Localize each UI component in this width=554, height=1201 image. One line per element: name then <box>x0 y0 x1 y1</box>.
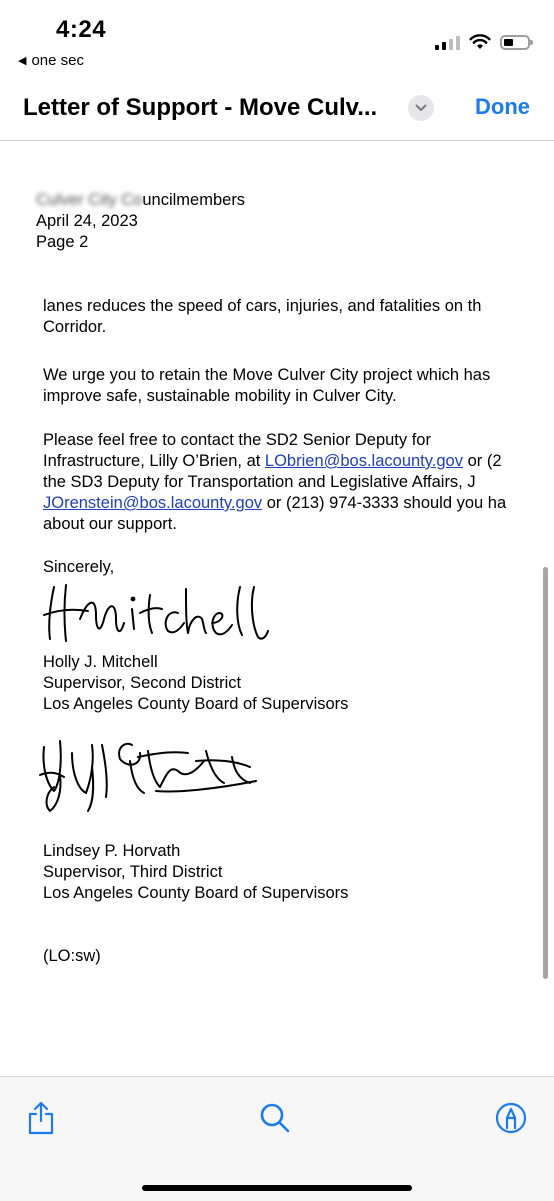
signature-mitchell <box>40 579 270 651</box>
battery-icon <box>500 35 530 50</box>
signer-2-name: Lindsey P. Horvath <box>43 842 181 860</box>
search-button[interactable] <box>258 1101 292 1135</box>
home-indicator[interactable] <box>142 1185 412 1191</box>
title-chevron-button[interactable] <box>408 95 434 121</box>
closing: Sincerely, <box>43 558 115 576</box>
status-time: 4:24 <box>56 16 107 43</box>
back-to-app-link[interactable] <box>18 52 84 69</box>
recipient-blurred: Culver City Co <box>36 191 143 209</box>
signer-1-title: Supervisor, Second District <box>43 674 242 692</box>
signer-2-title: Supervisor, Third District <box>43 863 223 881</box>
document-scrollbar[interactable] <box>543 567 548 979</box>
recipient-rest: uncilmembers <box>142 191 246 209</box>
done-button[interactable]: Done <box>475 94 530 119</box>
status-bar <box>0 0 554 74</box>
status-icons <box>435 34 530 50</box>
share-icon <box>27 1101 55 1135</box>
chevron-down-icon <box>415 104 427 112</box>
signer-1-block <box>43 652 348 715</box>
letter-date: April 24, 2023 <box>36 212 138 230</box>
markup-icon <box>495 1102 527 1134</box>
markup-button[interactable] <box>494 1101 528 1135</box>
email-link-lobrien[interactable]: LObrien@bos.lacounty.gov <box>264 452 463 470</box>
signer-2-org: Los Angeles County Board of Supervisors <box>43 884 349 902</box>
paragraph-2: We urge you to retain the Move Culver City project which has improve safe, sustainable mobility in Culver City. <box>43 366 491 405</box>
initials-line: (LO:sw) <box>43 947 101 965</box>
share-button[interactable] <box>24 1101 58 1135</box>
pdf-document-view[interactable] <box>0 141 554 1076</box>
signer-1-org: Los Angeles County Board of Supervisors <box>43 695 349 713</box>
bottom-toolbar <box>0 1076 554 1201</box>
document-nav-bar <box>0 74 554 141</box>
letter-page-number: Page 2 <box>36 233 89 251</box>
signer-1-name: Holly J. Mitchell <box>43 653 158 671</box>
back-app-label: one sec <box>31 52 85 69</box>
paragraph-1: lanes reduces the speed of cars, injuries, and fatalities on th Corridor. <box>43 297 482 336</box>
letter-header <box>36 190 245 253</box>
paragraph-3: Please feel free to contact the SD2 Senior Deputy for Infrastructure, Lilly O’Brien, at LObrien@bos.lacounty.gov or (2 the SD3 Deputy for Transportation and Legislative Affairs, J JOrenstein@bos.lacounty.gov or (213) 974-3333 should you ha about our support. <box>43 431 507 533</box>
cellular-signal-icon <box>435 34 460 50</box>
document-title[interactable]: Letter of Support - Move Culv... <box>23 94 378 121</box>
search-icon <box>259 1102 291 1134</box>
wifi-icon <box>469 34 491 50</box>
signature-horvath <box>36 731 262 815</box>
signer-2-block <box>43 841 348 904</box>
back-triangle-icon: ◀ <box>18 55 27 67</box>
email-link-jorenstein[interactable]: JOrenstein@bos.lacounty.gov <box>43 494 263 512</box>
